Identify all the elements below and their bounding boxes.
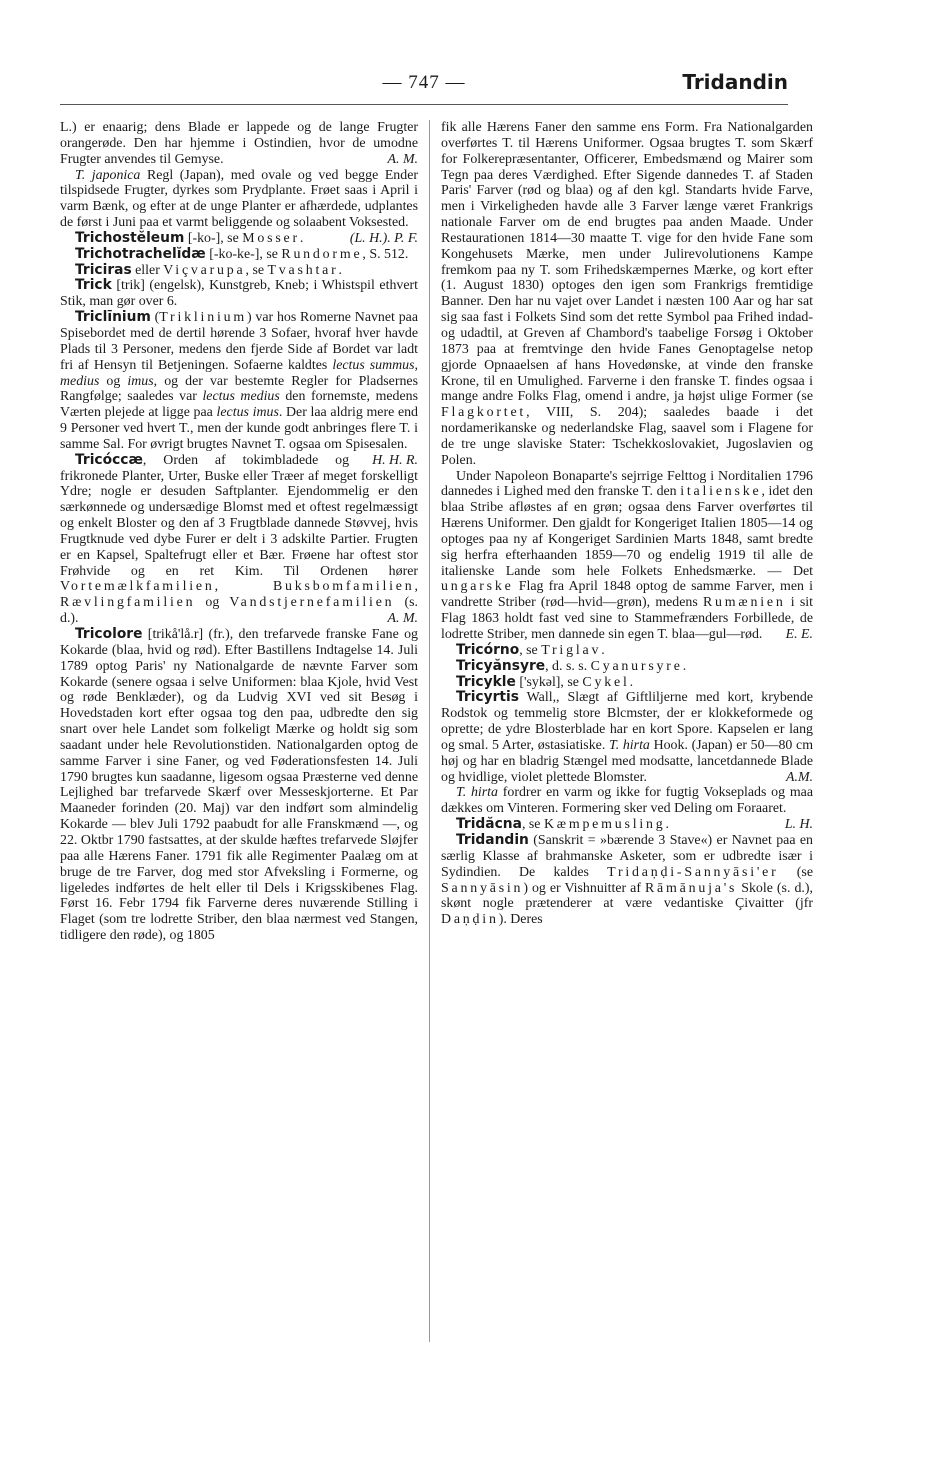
entry-headword: Tricórno	[456, 641, 520, 658]
body-text: ,	[414, 579, 418, 595]
body-text: Under Napoleon Bonaparte's sejrrige Felttog i Norditalien 1796 dannedes i Lighed med den franske T. den	[441, 468, 813, 500]
body-text: .	[299, 230, 304, 246]
body-text: .	[629, 674, 634, 690]
body-text: ). Deres	[498, 912, 543, 928]
entry-headword: Tricyrtis	[456, 689, 519, 706]
left-column	[60, 120, 418, 944]
entry-headword: Tridăcna	[456, 816, 522, 833]
body-text: , se	[521, 817, 544, 833]
cross-reference: Vandstjernefamilien	[229, 595, 395, 611]
body-text: den fornemste, medens Værten plejede at ligge paa	[60, 389, 418, 421]
body-text: i sit Flag 1863 holdt fast ved sine to Stammefrænders Forbillede, de lodrette Striber, men dannede sin egen T. blaa—gul—rød.	[441, 595, 813, 642]
cross-reference: Flagkortet	[441, 405, 527, 421]
body-text: og	[99, 373, 128, 389]
dictionary-entry	[60, 263, 418, 279]
body-text: , se	[245, 262, 268, 278]
body-text: [trikå'lå.r] (fr.), den trefarvede franske Fane og Kokarde (blaa, hvid og rød). Efter Bastillens Indtagelse 14. Juli 1789 optog Paris' ny Nationalgarde de nævnte Farver som Kokarde (senere ogsaa i selve Uniformen: blaa Kjole, hvid Vest og røde Benklæder), og da Ludvig XVI ved sit Besøg i Hovedstaden kort efter ogsaa tog den paa, udbredte den sig snart over hele Landet som folkeligt Mærke og holdt sig som saadant under hele Revolutionstiden. Nationalgarden optog de samme Farver i sine Faner, og ved Føderationsfesten 14. Juli 1790 brugtes kun saadanne, ligesom ogsaa Præsterne ved denne Lejlighed bar trefarvede Skærf over Messeskjorterne. Et Par Maaneder forinden (20. Maj) var den indført som almindelig Kokarde — blev Juli 1792 paabudt for alle Franskmænd —, og 22. Oktbr 1790 fastsattes, at der skulde hæftes trefarvede Sløjfer paa alle Hærens Faner. 1791 fik alle Regimenter Paalæg om at bruge de tre Farver, dog med stor Afveksling i Formerne, og ligeledes indførtes de helt eller til Dels i Krigsskibenes Flag. Først 16. Febr 1794 fik Farverne deres nuværende Stilling i Flaget (som tre lodrette Striber, den blaa nærmest ved Stangen, tidligere den røde), og 1805	[60, 627, 418, 944]
text-paragraph	[60, 120, 418, 168]
italic-text: T. japonica	[75, 167, 141, 183]
header-rule	[60, 104, 788, 105]
dictionary-entry	[441, 817, 813, 833]
entry-headword: Triciras	[75, 261, 132, 278]
body-text: , og der var bestemte Regler for Pladsernes Rangfølge; saaledes var	[60, 373, 418, 405]
body-text: , S. 512.	[362, 246, 409, 262]
page-header	[60, 70, 788, 100]
author-signature: H. H. R.	[372, 452, 418, 468]
italic-text: T. hirta	[456, 785, 498, 801]
author-signature: A.M.	[785, 769, 813, 785]
entry-headword: Trichostĕleum	[75, 229, 185, 246]
dictionary-entry	[60, 627, 418, 944]
column-divider	[429, 120, 430, 1342]
cross-reference: Rumænien	[702, 595, 786, 611]
dictionary-entry	[441, 659, 813, 675]
author-signature: L. H.	[784, 817, 813, 833]
entry-headword: Tricykle	[456, 673, 516, 690]
text-paragraph	[441, 469, 813, 643]
dictionary-entry	[441, 833, 813, 928]
cross-reference: Cykel	[582, 674, 630, 690]
body-text: (s. d.).	[60, 595, 418, 627]
body-text: ,	[214, 579, 273, 595]
cross-reference: Rāmānuja's	[644, 880, 738, 896]
running-head: Tridandin	[682, 70, 788, 94]
dictionary-entry	[60, 453, 418, 627]
author-signature: E. E.	[785, 627, 813, 642]
cross-reference: Viçvarupa	[163, 262, 246, 278]
body-text: , VIII, S. 204); saaledes baade i det nordamerikanske og nederlandske Flag, saavel som i Flagene for de tre unge slaviske Stater: Tschekkoslovakiet, Jugoslavien og Polen.	[441, 405, 813, 468]
cross-reference: Buksbomfamilien	[272, 579, 415, 595]
entry-headword: Tricyănsyre	[456, 657, 546, 674]
body-text: [trik] (engelsk), Kunstgreb, Kneb; i Whistspil ethvert Stik, man gør over 6.	[60, 278, 418, 310]
italic-text: lectus summus, medius	[60, 357, 418, 389]
body-text: Hook. (Japan) er 50—80 cm høj og har en bladrig Stængel med modsatte, lancetdannede Blade og hvidlige, violet plettede Blomster.	[441, 737, 814, 785]
body-text: . Der laa aldrig mere end 9 Personer ved hvert T., men der kunde godt anbringes flere T. i samme Sal. For øvrigt brugtes Navnet T. ogsaa om Spisesalen.	[60, 405, 418, 452]
body-text: ) var hos Romerne Navnet paa Spisebordet med de dertil hørende 3 Sofaer, hvoraf hver havde Plads til 3 Personer, medens den fjerde Side af Bordet var ladt fri af Hensyn til Betjeningen. Sofaerne kaldtes	[60, 310, 418, 373]
body-text: (	[150, 310, 160, 326]
body-text: (Sanskrit = »bærende 3 Stave«) er Navnet paa en særlig Klasse af brahmanske Asketer, som er udbredte især i Sydindien. De kaldes	[441, 832, 813, 880]
body-text: .	[338, 262, 342, 278]
cross-reference: Triklinium	[159, 310, 247, 326]
dictionary-entry	[441, 690, 813, 785]
cross-reference: Rævlingfamilien	[60, 595, 196, 611]
dictionary-entry	[60, 278, 418, 310]
cross-reference: Kæmpemusling	[543, 817, 666, 833]
entry-headword: Trichotrachelĭdæ	[75, 245, 206, 262]
cross-reference: Daṇḍin	[441, 912, 499, 928]
dictionary-entry	[441, 643, 813, 659]
italic-text: lectus imus	[216, 405, 279, 421]
entry-headword: Triclīnium	[75, 309, 151, 326]
body-text: ) og er Vishnuitter af	[523, 880, 645, 896]
entry-headword: Tridandin	[456, 831, 529, 848]
entry-headword: Tricóccæ	[75, 451, 143, 468]
body-text: fordrer en varm og ikke for fugtig Vokseplads og maa dækkes om Vinteren. Formering sker ved Deling om Foraaret.	[441, 785, 813, 817]
body-text: eller	[131, 262, 164, 278]
body-text: [-ko-], se	[184, 230, 243, 246]
author-signature: A. M.	[387, 151, 418, 167]
dictionary-entry	[441, 675, 813, 691]
body-text: , d. s. s.	[545, 658, 591, 674]
cross-reference: Sannyāsin	[441, 880, 524, 896]
body-text: .	[601, 642, 605, 658]
author-signature: (L. H.). P. F.	[349, 230, 418, 246]
cross-reference: Mosser	[242, 230, 300, 246]
body-text: (se	[778, 864, 813, 880]
body-text: , idet den blaa Stribe afløstes af en grøn; ogsaa dens Farver overførtes til Hærens Uniformer. Den gjaldt for Kongeriget Italien 1805—14 og optoges paa ny af Kongeriget Sardinien Marts 1848, samt bredte sig herfra efterhaanden 1859—70 og endelig 1919 til alle de italienske Lande som hele Folkets Enhedsmærke. — Det	[441, 484, 813, 579]
body-text: .	[665, 817, 669, 833]
cross-reference: Tridaṇḍi-Sannyāsi'er	[607, 864, 779, 880]
page-number: — 747 —	[382, 72, 466, 93]
body-text: fik alle Hærens Faner den samme ens Form. Fra Nationalgarden overførtes T. til Hærens Uniformer. Ogsaa brugtes T. som Skærf for Folkerepræsentanter, Officerer, Embedsmænd og Mairer som Tegn paa deres Værdighed. Efter Sigende dannedes T. af Staden Paris' Farver (rød og blaa) og af den kgl. Standarts hvide Farve, men i Virkeligheden havde alle 3 Farver længe været Frankrigs nationale Farver om de end brugtes paa anden Maade. Under Restaurationen 1814—30 maatte T. vige for den hvide Fane som Kongehusets Mærke, men under Julirevolutionens Kampe fremkom paa ny T. som Frihedskæmpernes Mærke, og kort efter (1. August 1830) optoges den igen som Frankrigs fremtidige Banner. Den har nu vajet over Landet i næsten 100 Aar og har sat sig saa fast i Folkets Sind som det rette Symbol paa Frihed indad- og udadtil, at Greven af Chambord's taabelige Forsøg i Oktober 1873 paa at fremtvinge den hvide Fanes Genoptagelse netop gjorde Opnaaelsen af hans Hovedønske, at vinde den franske Krone, til en Umulighed. Farverne i den franske T. findes ogsaa i mange andre Folks Flag, omend i andre, ja højst ulige Former (se	[441, 120, 813, 405]
body-text: Wall,, Slægt af Giftliljerne med kort, krybende Rodstok og temmelig store Blcmster, der er klokkeformede og oprette; de ydre Blosterblade har en kort Spore. Kapselen er lang og smal. 5 Arter, østasiatiske.	[441, 690, 813, 753]
dictionary-entry	[60, 247, 418, 263]
body-text: og	[195, 595, 230, 611]
cross-reference: Tvashtar	[267, 262, 339, 278]
cross-reference: Vortemælkfamilien	[60, 579, 215, 595]
body-text: Flag fra April 1848 optog de samme Farver, men i vandrette Striber (rød—hvid—grøn), medens	[441, 579, 813, 611]
text-paragraph	[441, 120, 813, 469]
entry-headword: Tricolore	[75, 626, 143, 642]
italic-text: T. hirta	[609, 737, 650, 753]
cross-reference: Cyanursyre	[590, 658, 683, 674]
body-text: L.) er enaarig; dens Blade er lappede og de lange Frugter orangerøde. Den har hjemme i Ostindien, hvor de umodne Frugter anvendes til Gemyse.	[60, 120, 418, 167]
body-text: , Orden af tokimbladede og frikronede Planter, Urter, Buske eller Træer af meget forskelligt Ydre; nogle er desuden Saftplanter. Ejendommelig er den særkønnede og undersædige Blomst med et oftest regelmæssigt og enkelt Bloster og den af 3 Frugtblade dannede Støvvej, hvis Frugtknude ved dybe Furer er delt i 3 adskilte Partier. Frugten er en Kapsel, Spaltefrugt eller et Bær. Frøene har oftest stor Frøhvide og en ret Kim. Til Ordenen hører	[60, 452, 418, 579]
author-signature: A. M.	[387, 611, 418, 627]
body-text: Regl (Japan), med ovale og ved begge Ender tilspidsede Frugter, dyrkes som Prydplante. Frøet saas i April i varm Bænk, og efter at de unge Planter er afhærdede, udplantes de først i Juni paa et varmt beliggende og solaabent Voksested.	[60, 167, 418, 231]
cross-reference: ungarske	[441, 579, 514, 595]
body-text: .	[682, 658, 687, 674]
entry-headword: Trick	[75, 277, 112, 294]
italic-text: lectus medius	[202, 389, 280, 405]
cross-reference: italienske	[680, 484, 762, 500]
right-column	[441, 120, 813, 928]
cross-reference: Triglav	[541, 642, 602, 658]
body-text: Skole (s. d.), skønt nogle prætenderer at være vedantiske Çivaitter (jfr	[441, 880, 813, 912]
cross-reference: Rundorme	[281, 246, 363, 262]
italic-text: imus	[127, 373, 154, 389]
body-text: , se	[519, 642, 542, 658]
body-text: ['sykəl], se	[515, 674, 583, 690]
body-text: [-ko-ke-], se	[205, 246, 282, 262]
